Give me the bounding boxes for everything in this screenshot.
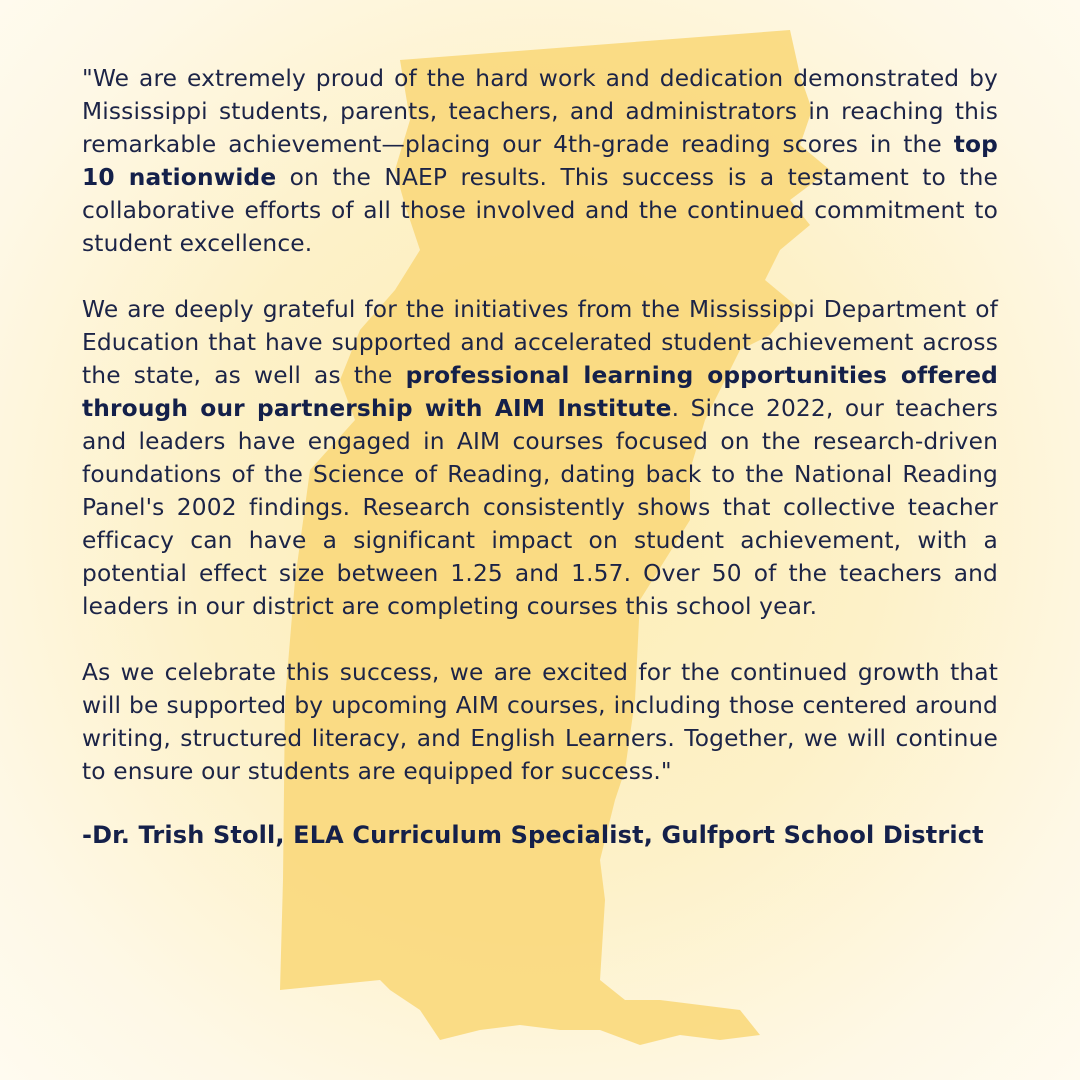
quote-p1-highlight: top 10 nationwide: [82, 131, 998, 191]
quote-p2-highlight: professional learning opportunities offered through our partnership with AIM Institute: [82, 362, 998, 422]
quote-paragraph-2: [82, 293, 998, 623]
quote-p1-text: "We are extremely proud of the hard work and dedication demonstrated by Mississippi students, parents, teachers, and administrators in reaching this remarkable achievement—placing our 4th-grade reading scores in the: [82, 65, 998, 158]
quote-attribution: -Dr. Trish Stoll, ELA Curriculum Specialist, Gulfport School District: [82, 821, 984, 849]
quote-p2-text-end: . Since 2022, our teachers and leaders have engaged in AIM courses focused on the research-driven foundations of the Science of Reading, dating back to the National Reading Panel's 2002 findings. Research consistently shows that collective teacher efficacy can have a significant impact on student achievement, with a potential effect size between 1.25 and 1.57. Over 50 of the teachers and leaders in our district are completing courses this school year.: [82, 395, 998, 620]
quote-paragraph-1: [82, 62, 998, 260]
quote-paragraph-3: As we celebrate this success, we are excited for the continued growth that will be supported by upcoming AIM courses, including those centered around writing, structured literacy, and English Learners. Together, we will continue to ensure our students are equipped for success.": [82, 659, 998, 785]
quote-block: [82, 62, 998, 852]
quote-p2-text: We are deeply grateful for the initiatives from the Mississippi Department of Education that have supported and accelerated student achievement across the state, as well as the: [82, 296, 998, 389]
quote-p1-text-end: on the NAEP results. This success is a testament to the collaborative efforts of all those involved and the continued commitment to student excellence.: [82, 164, 998, 257]
